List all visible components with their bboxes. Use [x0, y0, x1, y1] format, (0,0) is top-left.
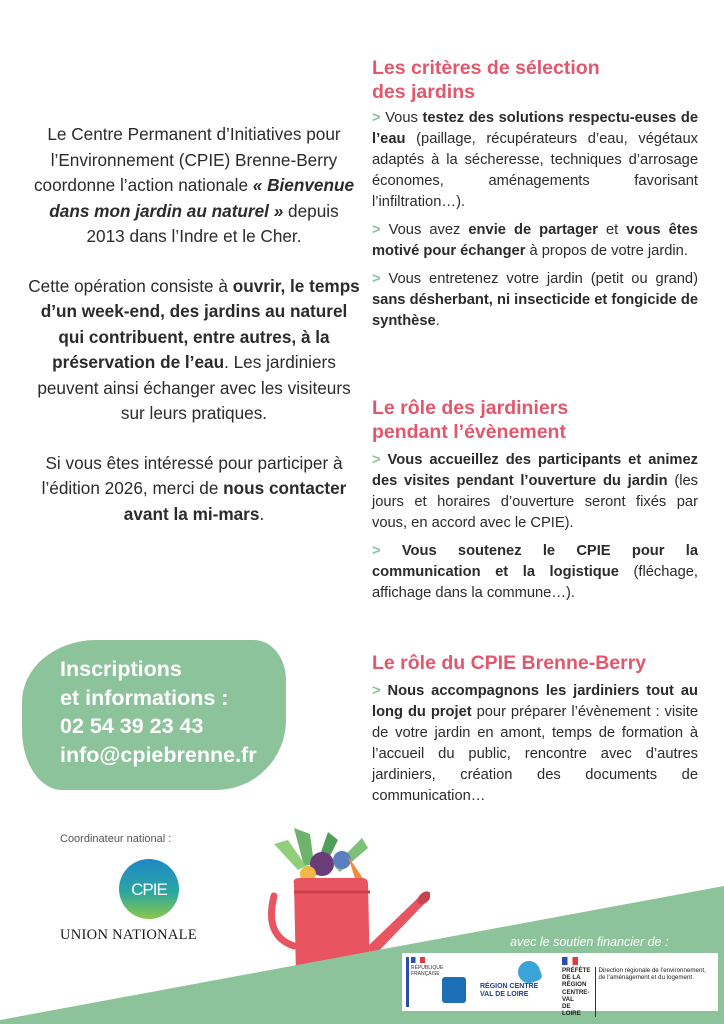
intro-paragraph-1: [28, 122, 360, 250]
gardeners-role-title: [372, 396, 698, 444]
prefet-line4: DE LOIRE: [562, 1003, 581, 1018]
dreal-label: Direction régionale de l’environnement, de l’aménagement et du logement: [595, 967, 712, 1017]
criteria-item-3-tail: .: [435, 313, 440, 329]
criteria-item-1-text: Vous: [385, 110, 423, 126]
criteria-item-2-bold1: envie de partager: [468, 222, 598, 238]
contact-heading-2: et informations :: [60, 685, 229, 710]
cpie-role-section: [372, 651, 698, 807]
gardeners-item-2-bold: Vous soutenez le CPIE pour la communication et la logistique: [372, 543, 698, 580]
sponsor-logos: [402, 953, 718, 1018]
region-centre-logo: [480, 967, 552, 1017]
marianne-flag-icon: [411, 957, 425, 963]
tricolor-flag-icon: [562, 957, 578, 965]
intro-p2-tail: . Les jardiniers peuvent ainsi échanger avec les visiteurs sur leurs pratiques.: [37, 352, 351, 423]
bullet-arrow-icon: >: [372, 110, 381, 126]
intro-text: [28, 122, 360, 551]
contact-phone[interactable]: 02 54 39 23 43: [60, 714, 204, 738]
criteria-title-line1: Les critères de sélection: [372, 57, 600, 79]
gardeners-title-line1: Le rôle des jardiniers: [372, 397, 569, 419]
water-agency-logo: [442, 977, 466, 1003]
intro-p2-text: Cette opération consiste à: [28, 275, 233, 296]
coordinator-label: Coordinateur national :: [60, 833, 172, 845]
bullet-arrow-icon: >: [372, 222, 381, 238]
criteria-item-2-bold2: vous êtes motivé pour échanger: [372, 222, 698, 259]
gardeners-title-line2: pendant l’évènement: [372, 421, 566, 443]
intro-p2-bold: ouvrir, le temps d’un week-end, des jardins au naturel qui contribuent, entre autres, à la préservation de l’eau: [40, 275, 360, 372]
contact-heading-1: Inscriptions: [60, 657, 182, 681]
bullet-arrow-icon: >: [372, 271, 381, 287]
criteria-item-3-bold: sans désherbant, ni insecticide et fongicide de synthèse: [372, 292, 698, 329]
bullet-arrow-icon: >: [372, 452, 381, 468]
criteria-item-1: [372, 108, 698, 213]
cpie-role-item-1: [372, 681, 698, 807]
prefet-line2: DE LA RÉGION: [562, 974, 587, 989]
region-heart-icon: [515, 958, 543, 986]
criteria-item-2-text: Vous avez: [388, 222, 469, 238]
bullet-arrow-icon: >: [372, 683, 381, 699]
cpie-role-item-1-bold: Nous accompagnons les jardiniers tout au long du projet: [372, 683, 698, 720]
contact-deadline: nous contacter avant la mi-mars: [123, 478, 347, 524]
gardeners-item-2: [372, 541, 698, 604]
republique-label: RÉPUBLIQUE FRANÇAISE: [411, 965, 444, 977]
prefecture-logo: [562, 957, 712, 1018]
criteria-item-1-tail: (paillage, récupérateurs d’eau, végétaux adaptés à la sécheresse, techniques d’arrosage économes, aménagements favorisant l’infiltration…).: [372, 131, 698, 210]
prefet-line3: CENTRE-VAL: [562, 988, 590, 1003]
criteria-title: [372, 56, 698, 104]
berry-icon: [333, 851, 351, 869]
gardeners-item-2-tail: (fléchage, affichage dans la commune…).: [372, 564, 698, 601]
contact-email[interactable]: info@cpiebrenne.fr: [60, 742, 257, 767]
campaign-name: « Bienvenue dans mon jardin au naturel »: [49, 175, 355, 221]
criteria-item-1-bold: testez des solutions respectu-euses de l’eau: [372, 110, 698, 147]
cpie-role-item-1-tail: pour préparer l’évènement : visite de votre jardin en amont, temps de formation à l’accueil du public, rencontre avec d’autres jardiniers, création des documents de communication…: [372, 704, 698, 804]
region-label: RÉGION CENTRE VAL DE LOIRE: [480, 983, 539, 998]
intro-paragraph-3: [28, 451, 360, 528]
intro-paragraph-2: [28, 274, 360, 427]
financial-support-label: avec le soutien financier de :: [510, 935, 669, 949]
intro-p1-text: Le Centre Permanent d’Initiatives pour l’Environnement (CPIE) Brenne-Berry coordonne l’action nationale: [33, 124, 341, 195]
criteria-item-2: [372, 220, 698, 262]
gardeners-item-1-bold: Vous accueillez des participants et animez des visites pendant l’ouverture du jardin: [372, 452, 698, 489]
republique-francaise-logo: [406, 957, 444, 1007]
gardeners-item-1: [372, 450, 698, 534]
bullet-arrow-icon: >: [372, 543, 381, 559]
criteria-item-3: [372, 269, 698, 332]
criteria-section: [372, 56, 698, 332]
cpie-logo-text: CPIE: [131, 880, 167, 899]
contact-info: [60, 655, 300, 769]
gardeners-role-section: [372, 396, 698, 604]
intro-p1-tail: depuis 2013 dans l’Indre et le Cher.: [86, 200, 339, 246]
cpie-role-title: Le rôle du CPIE Brenne-Berry: [372, 652, 647, 674]
criteria-item-3-text: Vous entretenez votre jardin (petit ou grand): [388, 271, 698, 287]
criteria-item-2-mid: et: [597, 222, 627, 238]
criteria-title-line2: des jardins: [372, 81, 475, 103]
prefet-line1: PRÉFÈTE: [562, 967, 591, 974]
intro-p3-text: Si vous êtes intéressé pour participer à l’édition 2026, merci de: [41, 452, 343, 498]
gardeners-item-1-tail: (les jours et horaires d’ouverture seront fixés par vous, en accord avec le CPIE).: [372, 473, 698, 531]
union-nationale-label: UNION NATIONALE: [60, 927, 197, 943]
intro-p3-tail: .: [259, 503, 265, 524]
criteria-item-2-tail: à propos de votre jardin.: [525, 243, 688, 259]
